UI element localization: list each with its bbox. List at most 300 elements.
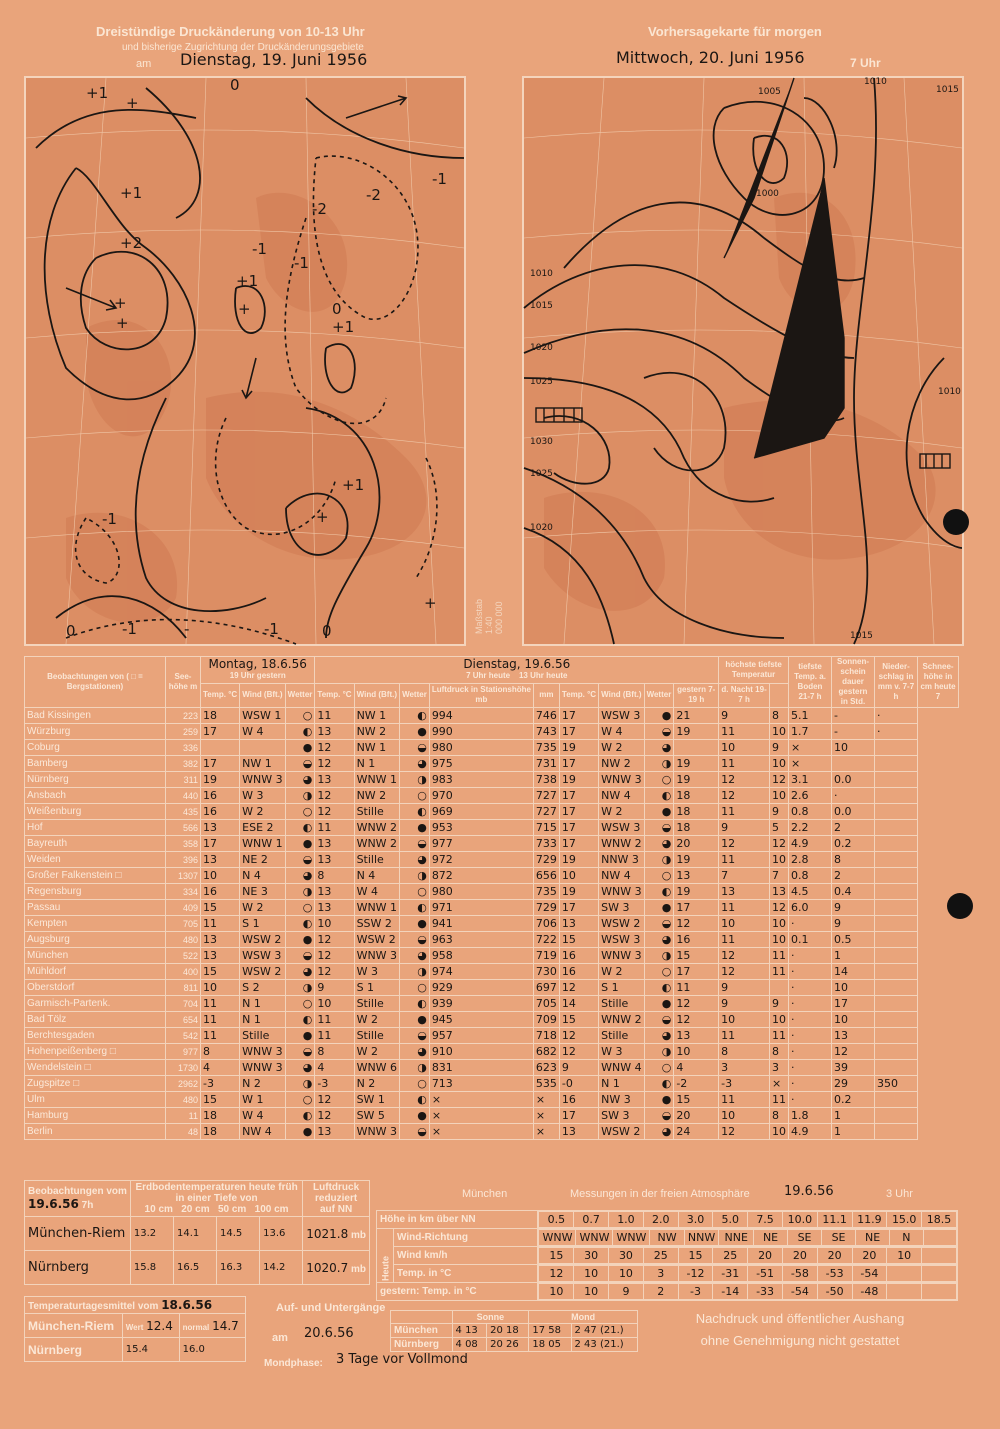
station-name: Coburg [25,740,166,756]
snow-depth [875,756,918,772]
weather-today-7 [400,868,430,884]
upper-dirs-cell: WNW [539,1230,576,1246]
temp-today-7: 13 [315,724,354,740]
isobar-label: 1030 [530,437,553,447]
weather-symbol-icon: ◑ [302,981,313,994]
weather-symbol-icon: ○ [661,869,672,882]
pressure-mm: 727 [533,804,559,820]
soil-value: 14.5 [217,1217,260,1251]
station-name: Oberstdorf [25,980,166,996]
temp-today-7: 12 [315,1092,354,1108]
station-row [25,1124,959,1140]
pressure-mm: 715 [533,820,559,836]
sun-am: am [272,1332,288,1344]
weather-today-7 [400,996,430,1012]
station-elevation: 48 [166,1124,201,1140]
weather-today-13 [644,1108,674,1124]
station-name: Augsburg [25,932,166,948]
snow-depth: · [875,724,918,740]
weather-symbol-icon: ○ [302,997,313,1010]
punch-hole-top [943,509,969,535]
temp-today-7: -3 [315,1076,354,1092]
head-wind3: Wind (Bft.) [599,683,644,707]
soil-title-text: Erdbodentemperaturen heute früh in einer Tiefe von [135,1182,298,1204]
pressure-mm: 722 [533,932,559,948]
weather-today-13 [644,836,674,852]
precipitation: 0.5 [832,932,875,948]
wind-today-7: NW 1 [354,740,399,756]
sunshine-hours: · [789,964,832,980]
weather-symbol-icon: ○ [417,981,427,994]
precipitation: 13 [832,1028,875,1044]
upper-heights-cell: 18.5 [922,1212,957,1228]
temp-yesterday-19: 11 [201,1012,240,1028]
weather-symbol-icon: ◒ [417,1125,427,1138]
wind-yesterday-19: NW 1 [240,756,285,772]
precipitation: 14 [832,964,875,980]
upper-air-date: 19.6.56 [784,1184,834,1199]
temp-today-7: 12 [315,964,354,980]
temp-today-7: 13 [315,772,354,788]
temp-today-13: 14 [559,996,598,1012]
upper-air-city: München [462,1188,508,1200]
wind-today-13: NNW 3 [599,852,644,868]
temp-today-7: 13 [315,1124,354,1140]
weather-today-13 [644,820,674,836]
pressure-mm: 705 [533,996,559,1012]
weather-symbol-icon: ◐ [302,1109,313,1122]
station-elevation: 396 [166,852,201,868]
min-temp-night: 11 [719,1028,770,1044]
wind-today-13: WNW 2 [599,1012,644,1028]
head-height: See- höhe m [166,657,201,708]
wind-today-13: NW 2 [599,756,644,772]
precipitation: 0.0 [832,772,875,788]
moon-phase-label: Mondphase: [264,1358,323,1369]
sunshine-hours: × [789,740,832,756]
pressure-change-lines [26,78,464,644]
upper-heights-cell: 1.0 [609,1212,644,1228]
pressure-mb: × [429,1092,533,1108]
upper-yest-cell: -14 [713,1284,748,1300]
weather-symbol-icon: ◐ [661,885,672,898]
weather-today-7 [400,756,430,772]
soil-pressure [303,1217,370,1251]
soil-time: 7h [81,1200,94,1211]
temp-today-7: 13 [315,852,354,868]
temp-yesterday-19: 18 [201,1108,240,1124]
temp-today-7: 13 [315,900,354,916]
upper-temps-cell: -12 [678,1266,713,1282]
min-temp-ground: 5 [769,820,788,836]
weather-today-7 [400,884,430,900]
weather-symbol-icon: ○ [661,965,672,978]
head-day2 [315,657,719,684]
mean-station: München-Riem [25,1314,123,1338]
weather-symbol-icon: ◕ [417,757,427,770]
wind-today-7: SSW 2 [354,916,399,932]
weather-today-7 [400,852,430,868]
station-elevation: 223 [166,708,201,724]
weather-today-7 [400,916,430,932]
upper-heights-cell: 15.0 [887,1212,922,1228]
weather-yesterday-19 [285,820,315,836]
station-elevation: 480 [166,932,201,948]
snow-depth [875,980,918,996]
wind-yesterday-19: W 1 [240,1092,285,1108]
upper-temp-label: Temp. in °C [394,1265,538,1283]
upper-heights-cell: 0.7 [574,1212,609,1228]
wind-today-13: NW 3 [599,1092,644,1108]
temp-yesterday-19: 16 [201,884,240,900]
soil-pressure-head: Luftdruck reduziert auf NN [303,1181,370,1217]
station-elevation: 654 [166,1012,201,1028]
max-temp: 19 [674,756,719,772]
station-row [25,788,959,804]
weather-symbol-icon: ◕ [661,837,672,850]
temp-today-7: 8 [315,1044,354,1060]
left-map-label: 0 [230,76,240,94]
wind-yesterday-19: WSW 2 [240,932,285,948]
sunshine-hours: 2.2 [789,820,832,836]
sunshine-hours: · [789,1060,832,1076]
snow-depth [875,1028,918,1044]
wind-today-13: Stille [599,1028,644,1044]
max-temp [674,740,719,756]
min-temp-night: 11 [719,724,770,740]
sunshine-hours: · [789,948,832,964]
temp-today-13: 16 [559,964,598,980]
weather-yesterday-19 [285,996,315,1012]
left-map-label: + [114,294,127,312]
upper-temps-cell: -54 [852,1266,887,1282]
station-elevation: 409 [166,900,201,916]
temp-today-13: 12 [559,1028,598,1044]
map-scale-label: Maßstab 1:40 000 000 [474,598,504,634]
wind-today-7: SW 5 [354,1108,399,1124]
weather-today-13 [644,1124,674,1140]
notice-line-1: Nachdruck und öffentlicher Aushang [695,1311,905,1326]
station-name: Bayreuth [25,836,166,852]
weather-yesterday-19 [285,980,315,996]
station-elevation: 811 [166,980,201,996]
pressure-mb: 963 [429,932,533,948]
weather-symbol-icon: ◐ [417,805,427,818]
station-elevation: 977 [166,1044,201,1060]
station-elevation: 522 [166,948,201,964]
weather-symbol-icon: ○ [302,1093,313,1106]
upper-heights-cell: 10.0 [782,1212,817,1228]
min-temp-night: 10 [719,916,770,932]
moonset: 2 47 (21.) [571,1324,638,1338]
pressure-mm: 623 [533,1060,559,1076]
weather-symbol-icon: ◕ [302,965,313,978]
min-temp-night: 12 [719,772,770,788]
left-map-label: +2 [120,234,143,252]
wind-today-7: W 2 [354,1012,399,1028]
weather-symbol-icon: ◒ [661,1013,672,1026]
weather-symbol-icon: ● [302,837,313,850]
weather-symbol-icon: ◒ [417,741,427,754]
upper-speed-row [538,1247,958,1265]
station-row [25,1076,959,1092]
weather-symbol-icon: ◐ [661,1077,672,1090]
temp-yesterday-19: 11 [201,996,240,1012]
mean-wert-value: 15.4 [122,1338,179,1362]
temp-today-13: 19 [559,852,598,868]
weather-symbol-icon: ◒ [661,917,672,930]
wind-yesterday-19: N 1 [240,1012,285,1028]
sunshine-hours: 6.0 [789,900,832,916]
min-temp-night: 12 [719,1124,770,1140]
min-temp-ground [769,980,788,996]
min-temp-ground: 11 [769,948,788,964]
weather-today-7 [400,1124,430,1140]
wind-today-7: Stille [354,804,399,820]
weather-symbol-icon: ◕ [302,869,313,882]
snow-depth: · [875,708,918,724]
upper-temps-cell [887,1266,922,1282]
upper-air-table [376,1210,958,1301]
sunshine-hours: · [789,1012,832,1028]
upper-heights-cell: 11.1 [817,1212,852,1228]
weather-symbol-icon: ◑ [417,773,427,786]
temp-yesterday-19: 10 [201,980,240,996]
weather-today-7 [400,708,430,724]
temp-yesterday-19: 13 [201,948,240,964]
min-temp-ground: 10 [769,788,788,804]
temp-today-13: 17 [559,804,598,820]
pressure-mb: 975 [429,756,533,772]
weather-yesterday-19 [285,724,315,740]
head-mb-unit: mb [475,695,488,705]
weather-symbol-icon: ● [661,805,672,818]
temp-today-13: 9 [559,1060,598,1076]
upper-dirs-cell: NE [754,1230,788,1246]
wind-today-7: WNW 2 [354,820,399,836]
upper-speeds-cell: 10 [887,1248,922,1264]
wind-today-7: W 2 [354,1044,399,1060]
weather-yesterday-19 [285,1028,315,1044]
wind-yesterday-19: W 2 [240,900,285,916]
wind-today-7: WSW 2 [354,932,399,948]
head-luftdruck: Luftdruck in Stationshöhe [431,685,531,695]
weather-today-7 [400,948,430,964]
min-temp-ground: 9 [769,740,788,756]
min-temp-night: 12 [719,948,770,964]
precipitation: - [832,708,875,724]
weather-symbol-icon: ● [302,1029,313,1042]
temp-today-7: 12 [315,948,354,964]
wind-today-13: SW 3 [599,1108,644,1124]
station-name: Weißenburg [25,804,166,820]
upper-speed-label: Wind km/h [394,1247,538,1265]
wind-yesterday-19: N 2 [240,1076,285,1092]
weather-today-7 [400,1108,430,1124]
moonrise: 17 58 [529,1324,571,1338]
upper-speeds-cell: 20 [852,1248,887,1264]
wind-yesterday-19: NE 2 [240,852,285,868]
weather-today-13 [644,964,674,980]
left-map-label: - [184,620,190,638]
head-wetter2: Wetter [400,683,430,707]
pressure-mb: 945 [429,1012,533,1028]
wind-today-13: WSW 3 [599,820,644,836]
weather-today-13 [644,884,674,900]
station-name: Hof [25,820,166,836]
head-temp3: Temp. °C [559,683,598,707]
head-wetter3: Wetter [644,683,674,707]
isobar-label: 1020 [530,523,553,533]
left-map-label: 0 [66,622,76,640]
precipitation: 39 [832,1060,875,1076]
sunshine-hours: × [789,756,832,772]
mean-temperature-table [24,1296,246,1362]
weather-yesterday-19 [285,900,315,916]
pressure-mm: 743 [533,724,559,740]
station-name: Hamburg [25,1108,166,1124]
pressure-mm: 709 [533,1012,559,1028]
station-elevation: 1730 [166,1060,201,1076]
left-map-label: +1 [120,184,143,202]
head-sonne: Sonnen- schein dauer gestern in Std. [832,657,875,708]
weather-yesterday-19 [285,1060,315,1076]
sun-city: München [391,1324,453,1338]
temp-today-13: 15 [559,1012,598,1028]
sunshine-hours: · [789,996,832,1012]
wind-yesterday-19: W 4 [240,724,285,740]
temp-today-13: 19 [559,740,598,756]
min-temp-night: 8 [719,1044,770,1060]
weather-today-7 [400,1076,430,1092]
pressure-mb: 957 [429,1028,533,1044]
temp-today-13: 17 [559,788,598,804]
min-temp-night: 11 [719,804,770,820]
station-row [25,996,959,1012]
weather-symbol-icon: ◒ [661,1109,672,1122]
weather-today-13 [644,804,674,820]
weather-symbol-icon: ◑ [417,1061,427,1074]
temp-today-13: 17 [559,756,598,772]
pressure-mm: × [533,1108,559,1124]
snow-depth [875,964,918,980]
weather-today-7 [400,804,430,820]
temp-today-7: 11 [315,708,354,724]
snow-depth [875,884,918,900]
temp-yesterday-19: -3 [201,1076,240,1092]
wind-yesterday-19: S 1 [240,916,285,932]
head-hoechst: höchste [725,659,756,669]
wind-today-13: NW 4 [599,788,644,804]
head-temperature: Temperatur [731,669,776,679]
pressure-mb: 977 [429,836,533,852]
weather-symbol-icon: ◕ [302,1061,313,1074]
temp-today-13: 19 [559,884,598,900]
station-name: Bad Kissingen [25,708,166,724]
pressure-mm: 706 [533,916,559,932]
forecast-map [522,76,964,646]
weather-today-13 [644,916,674,932]
precipitation: - [832,724,875,740]
upper-yest-cell: 10 [574,1284,609,1300]
head-nacht: d. Nacht 19-7 h [719,683,770,707]
weather-symbol-icon: ◒ [661,725,672,738]
snow-depth [875,804,918,820]
min-temp-night: 9 [719,820,770,836]
temp-yesterday-19: 15 [201,900,240,916]
weather-symbol-icon: ○ [302,901,313,914]
min-temp-ground: 11 [769,1092,788,1108]
wind-today-13: N 1 [599,1076,644,1092]
weather-yesterday-19 [285,708,315,724]
precipitation: 0.0 [832,804,875,820]
pressure-mb: 958 [429,948,533,964]
weather-today-13 [644,900,674,916]
temp-today-13: 16 [559,948,598,964]
temp-yesterday-19: 16 [201,788,240,804]
pressure-mb: 970 [429,788,533,804]
weather-symbol-icon: ◒ [661,821,672,834]
weather-symbol-icon: ○ [661,773,672,786]
weather-symbol-icon: ◒ [417,1029,427,1042]
day1-date: Montag, 18.6.56 [208,656,307,671]
soil-value: 16.5 [173,1251,216,1285]
upper-temp-row [538,1265,958,1283]
upper-heights-cell: 7.5 [748,1212,783,1228]
soil-pressure-value: 1021.8 [306,1226,349,1241]
min-temp-ground: 10 [769,932,788,948]
wind-today-13: SW 3 [599,900,644,916]
min-temp-ground: 12 [769,772,788,788]
head-wetter1: Wetter [285,683,315,707]
wind-today-13: WSW 3 [599,932,644,948]
weather-symbol-icon: ◕ [661,1029,672,1042]
sunshine-hours: · [789,1076,832,1092]
pressure-mb: 929 [429,980,533,996]
temp-today-13: 12 [559,1044,598,1060]
weather-today-7 [400,932,430,948]
wind-today-13: WNW 2 [599,836,644,852]
upper-temps-cell: 12 [539,1266,574,1282]
weather-symbol-icon: ● [661,997,672,1010]
upper-speeds-cell: 25 [643,1248,678,1264]
min-temp-ground: 8 [769,708,788,724]
precipitation: 0.2 [832,1092,875,1108]
weather-symbol-icon: ◑ [302,885,313,898]
min-temp-ground: 10 [769,852,788,868]
upper-yest-cell: -3 [678,1284,713,1300]
station-row [25,948,959,964]
temp-today-13: 17 [559,1108,598,1124]
pressure-mb: × [429,1108,533,1124]
upper-dirs-cell: NNE [719,1230,754,1246]
temp-yesterday-19: 15 [201,1092,240,1108]
max-temp: -2 [674,1076,719,1092]
temp-today-13: -0 [559,1076,598,1092]
temp-today-13: 17 [559,708,598,724]
weather-today-13 [644,756,674,772]
sunshine-hours: · [789,980,832,996]
station-elevation: 705 [166,916,201,932]
pressure-mm: 735 [533,884,559,900]
min-temp-night: 11 [719,1092,770,1108]
pressure-mb: 980 [429,740,533,756]
moon-phase: 3 Tage vor Vollmond [336,1352,468,1367]
upper-air-time: 3 Uhr [886,1188,913,1200]
weather-yesterday-19 [285,884,315,900]
min-temp-ground: 12 [769,836,788,852]
precipitation: 10 [832,1012,875,1028]
